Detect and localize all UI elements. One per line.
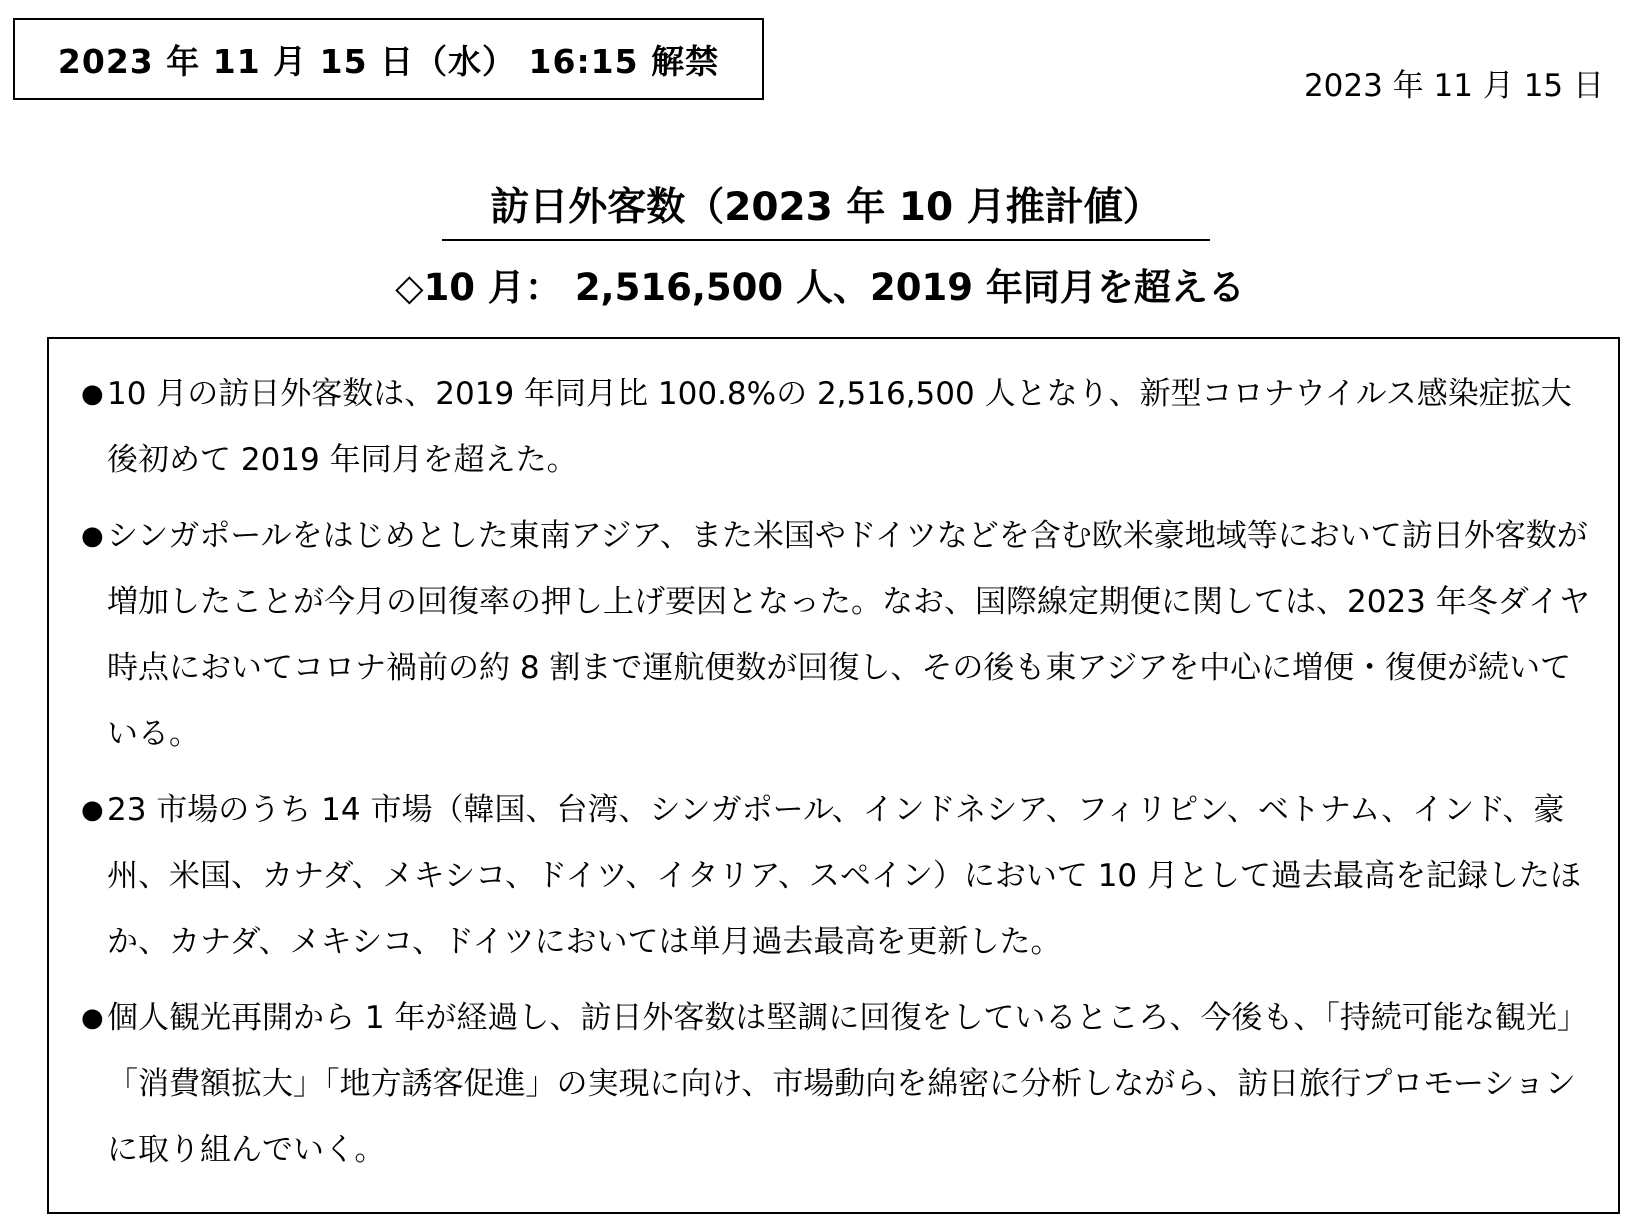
bullet-icon: ● xyxy=(81,1003,104,1033)
summary-item xyxy=(81,985,1592,1183)
summary-list xyxy=(81,361,1592,1183)
summary-item xyxy=(81,777,1592,975)
summary-item-text: 10 月の訪日外客数は、2019 年同月比 100.8%の 2,516,500 人となり、新型コロナウイルス感染症拡大後初めて 2019 年同月を超えた。 xyxy=(107,376,1572,478)
summary-box xyxy=(47,337,1620,1214)
page-title: 訪日外客数（2023 年 10 月推計値） xyxy=(442,181,1210,241)
bullet-icon: ● xyxy=(81,379,104,409)
release-date: 2023 年 11 月 15 日 xyxy=(1303,68,1604,104)
embargo-notice xyxy=(13,18,764,100)
summary-item-text: 23 市場のうち 14 市場（韓国、台湾、シンガポール、インドネシア、フィリピン、ベトナム、インド、豪州、米国、カナダ、メキシコ、ドイツ、イタリア、スペイン）において 10 月として過去最高を記録したほか、カナダ、メキシコ、ドイツにおいては単月過去最高を更新した。 xyxy=(107,792,1581,960)
page-subtitle: ◇10 月： 2,516,500 人、2019 年同月を超える xyxy=(395,266,1245,309)
bullet-icon: ● xyxy=(81,521,104,551)
summary-item-text: シンガポールをはじめとした東南アジア、また米国やドイツなどを含む欧米豪地域等において訪日外客数が増加したことが今月の回復率の押し上げ要因となった。なお、国際線定期便に関しては、2023 年冬ダイヤ時点においてコロナ禍前の約 8 割まで運航便数が回復し、その後も東アジアを中心に増便・復便が続いている。 xyxy=(107,518,1591,752)
summary-item xyxy=(81,361,1592,493)
embargo-text: 2023 年 11 月 15 日（水） 16:15 解禁 xyxy=(57,41,720,81)
summary-item xyxy=(81,503,1592,767)
summary-item-text: 個人観光再開から 1 年が経過し、訪日外客数は堅調に回復をしているところ、今後も、「持続可能な観光」「消費額拡大」「地方誘客促進」の実現に向け、市場動向を綿密に分析しながら、訪日旅行プロモーションに取り組んでいく。 xyxy=(107,1000,1588,1168)
bullet-icon: ● xyxy=(81,795,104,825)
